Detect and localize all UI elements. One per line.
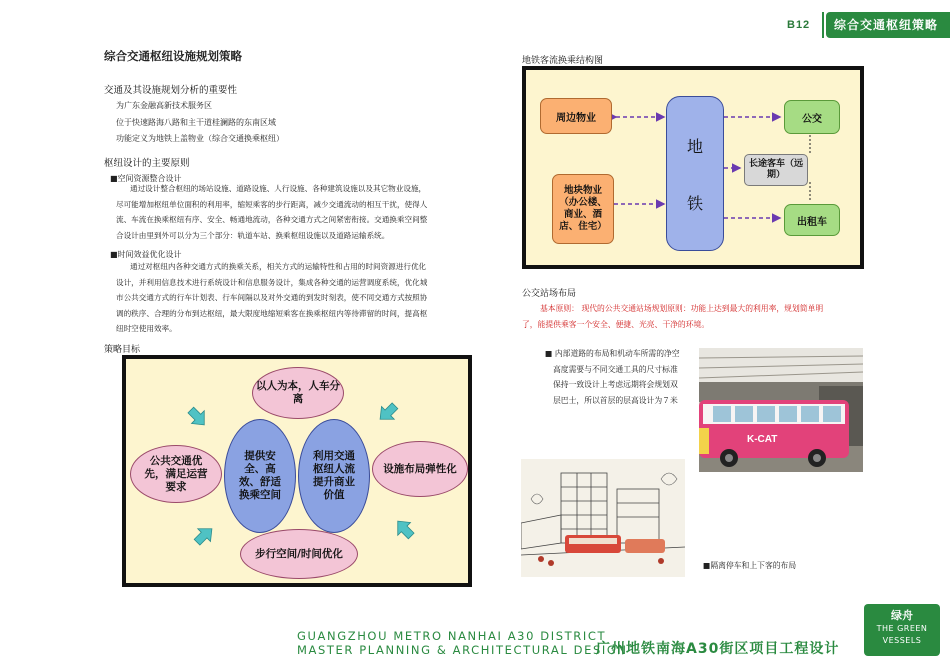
metro-transfer-diagram	[522, 66, 864, 269]
chapter-tab: 综合交通枢纽策略一	[826, 12, 950, 38]
section1-line: 位于快速路海八路和主干道桂澜路的东南区域	[116, 118, 276, 127]
bus-stop-title: 公交站场布局	[522, 289, 577, 299]
section1-line: 为广东金融高新技术服务区	[116, 101, 212, 110]
section2-heading: 枢纽设计的主要原则	[104, 158, 190, 169]
paragraph-time-optimization	[116, 259, 484, 337]
circular-arrow-icon	[186, 401, 214, 429]
bus-text-line: 高度需要与不同交通工具的尺寸标准	[553, 364, 678, 374]
para-line: 通过设计整合枢纽的场站设施、道路设施、人行设施、各种建筑设施以及其它物业设施，	[130, 184, 427, 193]
goal-commercial-value: 利用交通枢纽人流提升商业价值	[298, 419, 370, 533]
plot-property-box: 地块物业（办公楼、商业、酒店、住宅）	[552, 174, 614, 244]
paragraph-space-integration	[116, 181, 484, 243]
para-line: 通过对枢纽内各种交通方式的换乘关系，相关方式的运输特性和占用的时间资源进行优化	[130, 262, 427, 271]
taxi-box: 出租车	[784, 204, 840, 236]
para-line: 流、车流在换乘枢纽有序、安全、畅通地流动，各种交通方式之间紧密衔接。交通换乘空间整	[116, 215, 428, 224]
para-line: 调的秩序、合理的分布到达枢纽，最大限度地缩短乘客在换乘枢纽内等待滞留的时间，提高枢	[116, 308, 428, 318]
metro-label-char: 地	[686, 136, 703, 156]
goal-walking-optimization: 步行空间/时间优化	[240, 529, 358, 579]
section1-heading: 交通及其设施规划分析的重要性	[104, 85, 238, 96]
strategy-diagram	[122, 355, 472, 587]
logo-english-line1: THE GREEN	[876, 624, 928, 633]
logo-chinese: 绿舟	[891, 609, 913, 622]
para-line: 纽时空使用效率。	[116, 324, 177, 333]
circular-arrow-icon	[388, 517, 416, 545]
peripheral-property-box: 周边物业	[540, 98, 612, 134]
bus-station-photo	[699, 348, 863, 472]
principle-line: 基本原则： 现代的公共交通站场规划原则：功能上达到最大的利用率，规划简单明	[540, 304, 824, 313]
section1-line: 功能定义为地铁上盖物业（综合交通换乘枢纽）	[116, 134, 284, 143]
main-title: 综合交通枢纽设施规划策略	[104, 49, 242, 63]
footer-english-line2: MASTER PLANNING & ARCHITECTURAL DESIGN	[297, 643, 628, 657]
goal-public-transit-priority: 公共交通优先，满足运营要求	[130, 445, 222, 503]
goal-people-oriented: 以人为本，人车分离	[252, 367, 344, 419]
coach-box: 长途客车（远期）	[744, 154, 808, 186]
strategy-heading: 策略目标	[104, 345, 141, 355]
bus-text-line: 保持一致设计上考虑远期将会规划双	[553, 380, 678, 389]
footer-english-line1: GUANGZHOU METRO NANHAI A30 DISTRICT	[297, 629, 607, 643]
para-line: 合设计由里到外可以分为三个部分：轨道车站、换乘枢纽设施以及道路运输系统。	[116, 230, 390, 240]
sketch-caption: ■隔离停车和上下客的布局	[703, 561, 797, 570]
circular-arrow-icon	[376, 401, 404, 429]
bus-box: 公交	[784, 100, 840, 134]
bus-brand-text: K-CAT	[747, 434, 778, 445]
metro-box	[666, 96, 724, 251]
para-line: 设计，并利用信息技术进行系统设计和信息服务设计，集成各种交通的运营调度系统，优化城	[116, 277, 428, 287]
bus-text-line: 层巴士，所以首层的层高设计为７米	[553, 395, 678, 405]
bullet-time-optimization: ■时间效益优化设计	[110, 250, 182, 259]
page-number: B12	[787, 19, 811, 31]
bus-stop-principle	[522, 301, 868, 333]
green-vessels-logo	[864, 604, 940, 656]
footer-chinese-title: 广州地铁南海A30街区项目工程设计	[596, 641, 840, 657]
principle-line: 了，能提供乘客一个安全、便捷、光亮、干净的环境。	[522, 320, 710, 329]
bullet-space-integration: ■空间资源整合设计	[110, 174, 182, 183]
metro-diagram-title: 地铁客流换乘结构图	[522, 56, 604, 66]
circular-arrow-icon	[188, 519, 216, 547]
goal-flexible-layout: 设施布局弹性化	[372, 441, 468, 497]
para-line: 尽可能增加枢纽单位面积的利用率，缩短乘客的步行距离，减少交通流动的相互干扰，使得人	[116, 199, 428, 209]
goal-safe-transfer-space: 提供安全、高效、舒适换乘空间	[224, 419, 296, 533]
metro-label-char: 铁	[686, 193, 703, 213]
station-sketch-image	[521, 459, 685, 577]
logo-english-line2: VESSELS	[882, 636, 922, 645]
bus-text-line: ■ 内部道路的布局和机动车所需的净空	[545, 349, 680, 358]
para-line: 市公共交通方式的行车计划表、行车间隔以及对外交通的到发时刻表，使不同交通方式按照协	[116, 293, 428, 302]
bus-layout-text	[545, 346, 695, 408]
